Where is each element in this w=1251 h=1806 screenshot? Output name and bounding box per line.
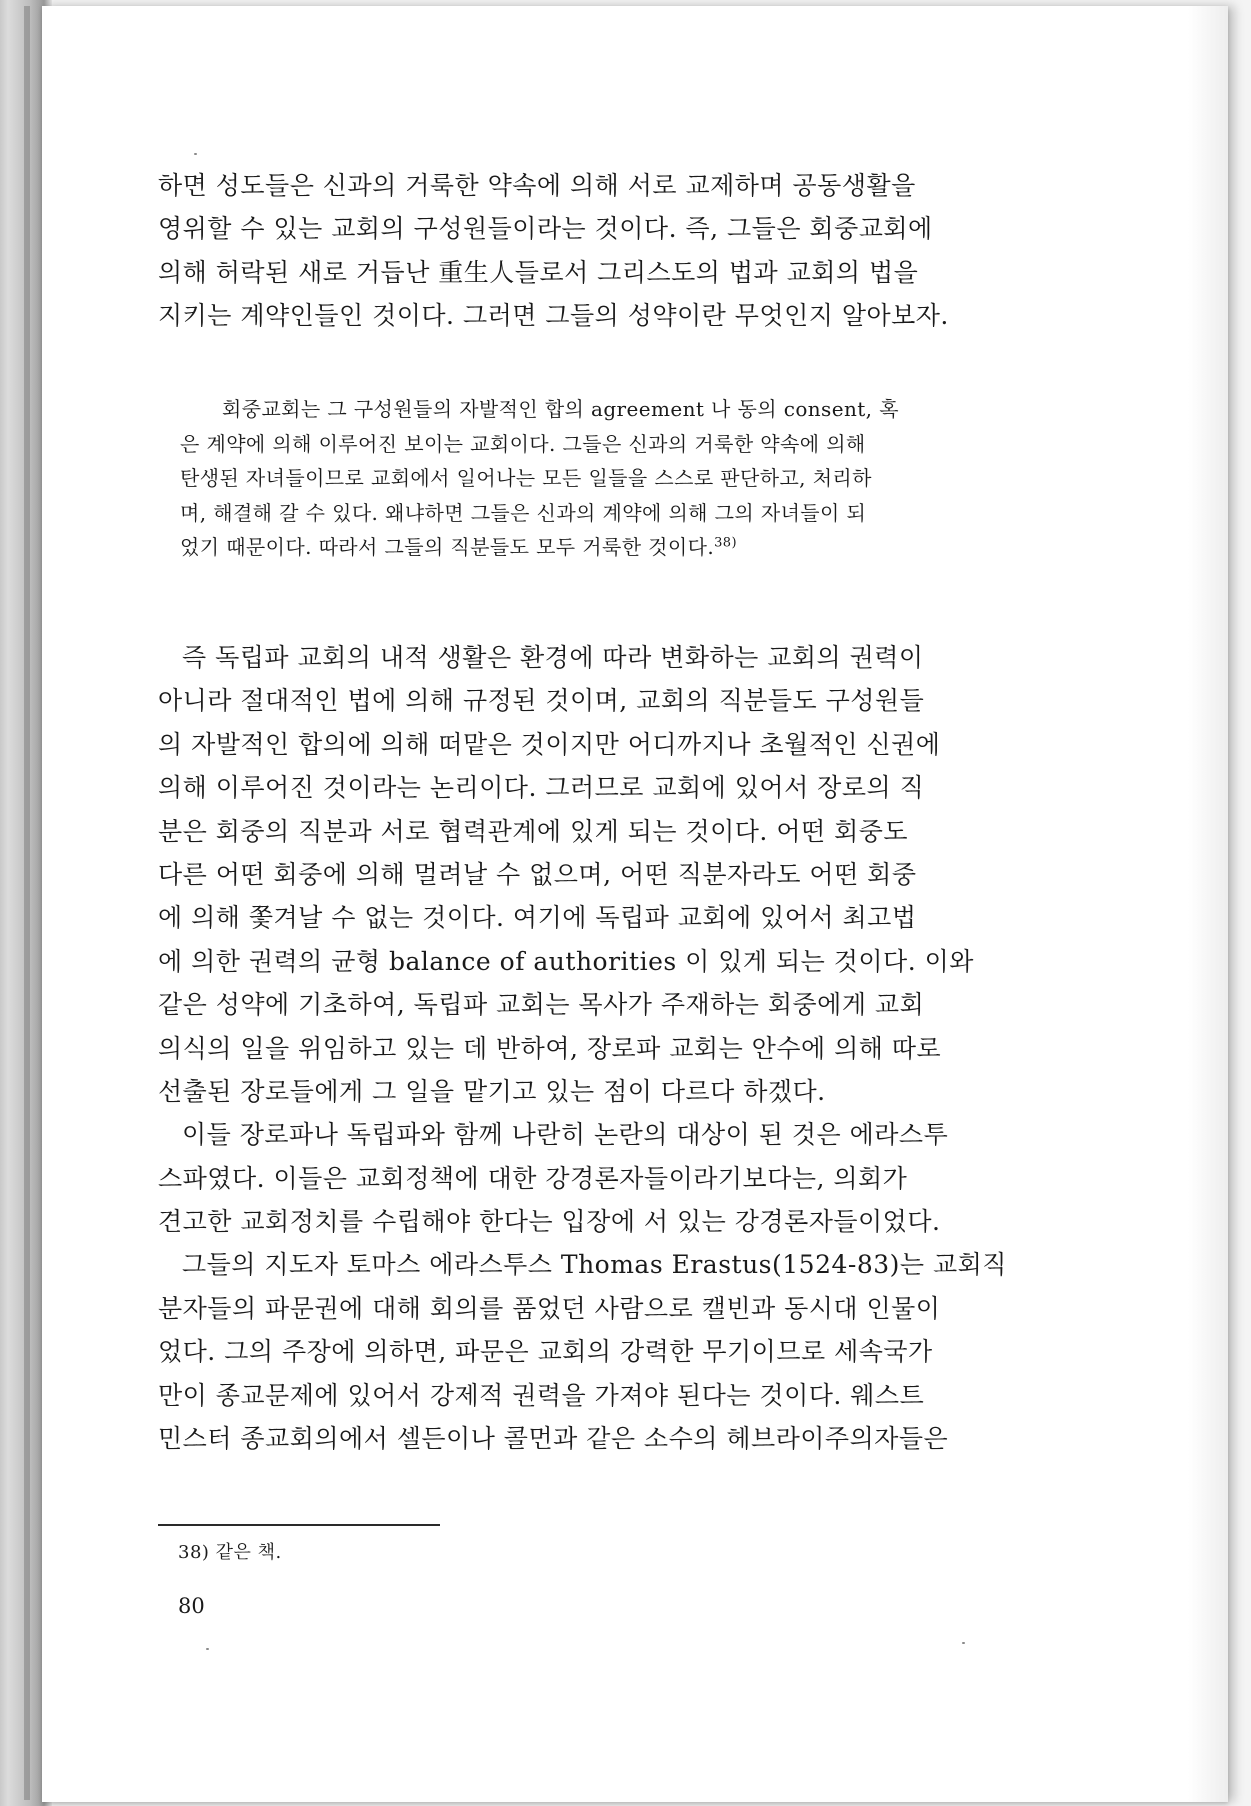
paragraph-line: 이들 장로파나 독립파와 함께 나란히 논란의 대상이 된 것은 에라스투 (182, 1120, 949, 1150)
paragraph-line: 분은 회중의 직분과 서로 협력관계에 있게 되는 것이다. 어떤 회중도 (158, 816, 909, 846)
paragraph-line: 하면 성도들은 신과의 거룩한 약속에 의해 서로 교제하며 공동생활을 (158, 171, 916, 200)
quote-line: 은 계약에 의해 이루어진 보이는 교회이다. 그들은 신과의 거룩한 약속에 의해 (180, 431, 866, 456)
paragraph-line: 스파였다. 이들은 교회정책에 대한 강경론자들이라기보다는, 의회가 (158, 1163, 908, 1193)
paragraph-line: 의 자발적인 합의에 의해 떠맡은 것이지만 어디까지나 초월적인 신권에 (158, 729, 941, 759)
scan-speck (962, 1642, 965, 1644)
footnote-divider (158, 1524, 440, 1526)
paragraph-line: 에 의한 권력의 균형 balance of authorities 이 있게 되는 것이다. 이와 (158, 946, 974, 976)
paragraph-1 (158, 164, 1098, 338)
paragraph-line: 었다. 그의 주장에 의하면, 파문은 교회의 강력한 무기이므로 세속국가 (158, 1337, 933, 1367)
paragraph-line: 분자들의 파문권에 대해 회의를 품었던 사람으로 캘빈과 동시대 인물이 (158, 1293, 941, 1323)
quote-line: 며, 해결해 갈 수 있다. 왜냐하면 그들은 신과의 계약에 의해 그의 자녀들이 되 (180, 500, 867, 525)
paragraph-line: 의해 이루어진 것이라는 논리이다. 그러므로 교회에 있어서 장로의 직 (158, 773, 925, 803)
quote-line: 었기 때문이다. 따라서 그들의 직분들도 모두 거룩한 것이다. (180, 535, 715, 559)
paragraph-line: 영위할 수 있는 교회의 구성원들이라는 것이다. 즉, 그들은 회중교회에 (158, 214, 933, 244)
quote-last-line (180, 530, 1094, 565)
page-edge-shade (1188, 6, 1228, 1802)
paragraph-line: 의해 허락된 새로 거듭난 重生人들로서 그리스도의 법과 교회의 법을 (158, 257, 919, 287)
quote-line: 회중교회는 그 구성원들의 자발적인 합의 agreement 나 동의 consent, 혹 (222, 397, 899, 421)
scan-speck (194, 153, 197, 155)
paragraph-line: 아니라 절대적인 법에 의해 규정된 것이며, 교회의 직분들도 구성원들 (158, 686, 925, 716)
paragraph-line: 에 의해 쫓겨날 수 없는 것이다. 여기에 독립파 교회에 있어서 최고법 (158, 903, 917, 933)
spine-edge (24, 6, 30, 1800)
paragraph-line: 의식의 일을 위임하고 있는 데 반하여, 장로파 교회는 안수에 의해 따로 (158, 1033, 942, 1063)
page-number: 80 (178, 1594, 205, 1618)
paragraph-2 (158, 636, 1098, 1460)
paragraph-line: 지키는 계약인들인 것이다. 그러면 그들의 성약이란 무엇인지 알아보자. (158, 301, 949, 331)
paragraph-line: 만이 종교문제에 있어서 강제적 권력을 가져야 된다는 것이다. 웨스트 (158, 1380, 925, 1410)
paragraph-line: 그들의 지도자 토마스 에라스투스 Thomas Erastus(1524-83)는 교회직 (182, 1250, 1007, 1280)
footnote-reference: 38) (714, 535, 737, 551)
block-quote (180, 392, 1094, 565)
paragraph-line: 다른 어떤 회중에 의해 멀려날 수 없으며, 어떤 직분자라도 어떤 회중 (158, 859, 917, 889)
paragraph-line: 선출된 장로들에게 그 일을 맡기고 있는 점이 다르다 하겠다. (158, 1076, 826, 1106)
paragraph-line: 즉 독립파 교회의 내적 생활은 환경에 따라 변화하는 교회의 권력이 (182, 643, 924, 672)
paragraph-line: 민스터 종교회의에서 셀든이나 콜먼과 같은 소수의 헤브라이주의자들은 (158, 1424, 949, 1454)
quote-line: 탄생된 자녀들이므로 교회에서 일어나는 모든 일들을 스스로 판단하고, 처리하 (180, 466, 872, 490)
paragraph-line: 견고한 교회정치를 수립해야 한다는 입장에 서 있는 강경론자들이었다. (158, 1207, 941, 1237)
paragraph-line: 같은 성약에 기초하여, 독립파 교회는 목사가 주재하는 회중에게 교회 (158, 990, 925, 1020)
scan-speck (206, 1648, 209, 1650)
footnote: 38) 같은 책. (178, 1542, 282, 1563)
